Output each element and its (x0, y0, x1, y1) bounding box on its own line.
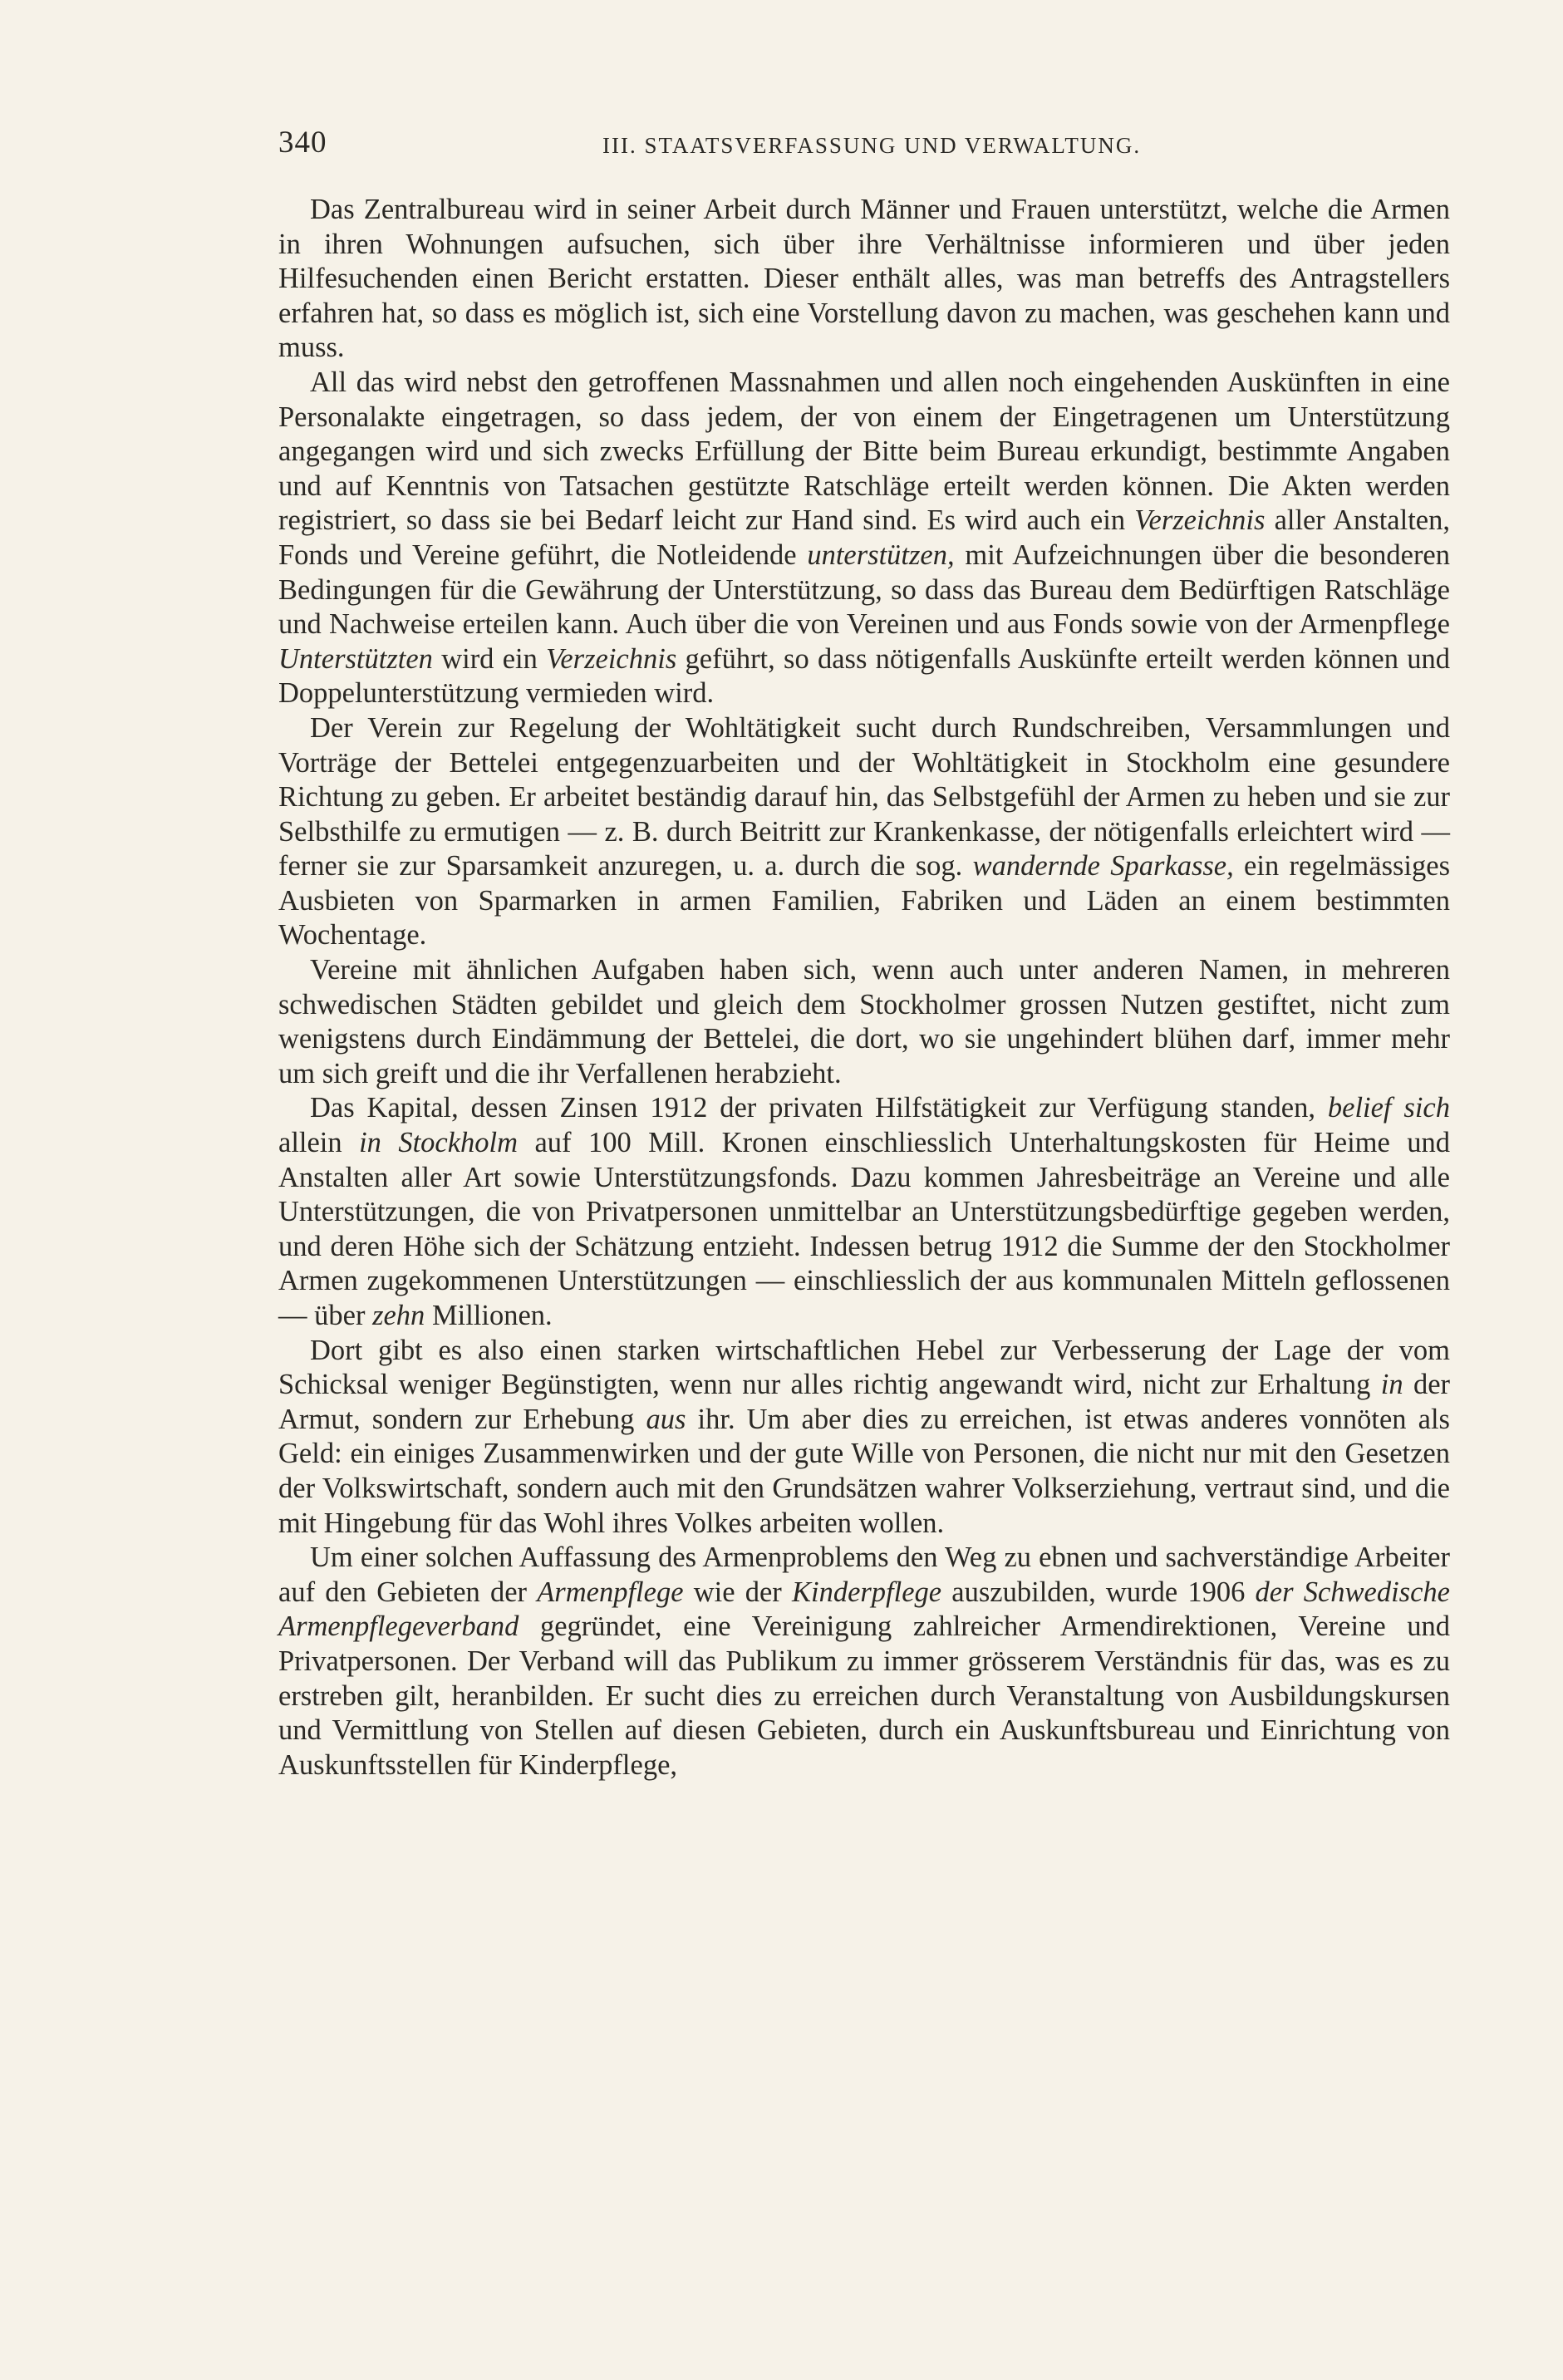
text-run: All das wird nebst den getroffenen Massnahmen und allen noch eingehenden Auskünften in eine Personalakte eingetragen, so dass jedem, der von einem der Eingetragenen um Unterstützung angegangen wird und sich zwecks Erfüllung der Bitte beim Bureau erkundigt, bestimmte Angaben und auf Kenntnis von Tatsachen gestützte Ratschläge erteilt werden können. Die Akten werden registriert, so dass sie bei Bedarf leicht zur Hand sind. Es wird auch ein (278, 366, 1450, 537)
text-run: Der Verein zur Regelung der Wohltätigkeit sucht durch Rundschreiben, Versammlungen und Vorträge der Bettelei entgegenzuarbeiten und der Wohltätigkeit in Stockholm eine gesundere Richtung zu geben. Er arbeitet beständig darauf hin, das Selbstgefühl der Armen zu heben und sie zur Selbsthilfe zu ermutigen — z. B. durch Beitritt zur Krankenkasse, der nötigenfalls erleichtert wird — ferner sie zur Sparsamkeit anzuregen, u. a. durch die sog. (278, 711, 1450, 883)
text-run: mit Aufzeichnungen über die besonderen Bedingungen für die Gewährung der Unterstützung, so dass das Bureau dem Bedürftigen Ratschläge und Nachweise erteilen kann. Auch über die von Vereinen und aus Fonds sowie von der Armenpflege (278, 538, 1450, 641)
italic-run: wandernde Sparkasse, (972, 850, 1234, 883)
italic-run: belief sich (1327, 1092, 1450, 1124)
italic-run: der Schwedische Armenpflegeverband (278, 1576, 1450, 1643)
text-run: Dort gibt es also einen starken wirtschaftlichen Hebel zur Verbesserung der Lage der vom Schicksal weniger Begünstigten, wenn nur alles richtig angewandt wird, nicht zur Erhaltung (278, 1334, 1450, 1401)
page-number: 340 (278, 125, 327, 160)
text-run: ein regelmässiges Ausbieten von Sparmarken in armen Familien, Fabriken und Läden an einem bestimmten Wochentage. (278, 850, 1451, 952)
text-run: der Armut, sondern zur Erhebung (278, 1369, 1450, 1435)
text-run: Millionen. (425, 1300, 553, 1331)
italic-run: Verzeichnis (1134, 504, 1266, 537)
text-run: auf 100 Mill. Kronen einschliesslich Unterhaltungskosten für Heime und Anstalten aller Art sowie Unterstützungsfonds. Dazu kommen Jahresbeiträge an Vereine und alle Unterstützungen, die von Privatpersonen unmittelbar an Unterstützungsbedürftige gegeben werden, und deren Höhe sich der Schätzung entzieht. Indessen betrug 1912 die Summe der den Stockholmer Armen zugekommenen Unterstützungen — einschliesslich der aus kommunalen Mitteln geflossenen — über (278, 1127, 1450, 1331)
paragraph (278, 1091, 1450, 1333)
page-header (278, 125, 1450, 166)
body-text (278, 193, 1450, 1783)
italic-run: Armenpflege (537, 1576, 684, 1608)
italic-run: Verzeichnis (546, 642, 677, 675)
running-head: III. STAATSVERFASSUNG UND VERWALTUNG. (602, 133, 1142, 158)
text-run: Das Kapital, dessen Zinsen 1912 der privaten Hilfstätigkeit zur Verfügung standen, (310, 1092, 1328, 1124)
italic-run: Kinderpflege (791, 1576, 942, 1608)
italic-run: Unterstützten (278, 642, 433, 675)
italic-run: in (1380, 1369, 1403, 1401)
text-run: aller Anstalten, Fonds und Vereine geführt, die Notleidende (278, 504, 1450, 571)
italic-run: zehn (372, 1300, 425, 1331)
paragraph (278, 1541, 1450, 1783)
text-run: Um einer solchen Auffassung des Armenproblems den Weg zu ebnen und sachverständige Arbeiter auf den Gebieten der (278, 1542, 1450, 1608)
paragraph (278, 366, 1450, 711)
text-run: wird ein (432, 642, 547, 675)
italic-run: unterstützen, (807, 538, 955, 571)
paragraph (278, 711, 1450, 953)
paragraph (278, 193, 1450, 366)
italic-run: aus (646, 1403, 686, 1435)
text-run: auszubilden, wurde 1906 (941, 1576, 1256, 1608)
text-run: ihr. Um aber dies zu erreichen, ist etwas anderes vonnöten als Geld: ein einiges Zusammenwirken und der gute Wille von Personen, die nicht nur mit den Gesetzen der Volkswirtschaft, sondern auch mit den Grundsätzen wahrer Volkserziehung, vertraut sind, und die mit Hingebung für das Wohl ihres Volkes arbeiten wollen. (278, 1403, 1450, 1539)
text-run: Das Zentralbureau wird in seiner Arbeit durch Männer und Frauen unterstützt, welche die Armen in ihren Wohnungen aufsuchen, sich über ihre Verhältnisse informieren und über jeden Hilfesuchenden einen Bericht erstatten. Dieser enthält alles, was man betreffs des Antragstellers erfahren hat, so dass es möglich ist, sich eine Vorstellung davon zu machen, was geschehen kann und muss. (278, 194, 1450, 364)
paragraph (278, 953, 1450, 1091)
text-run: Vereine mit ähnlichen Aufgaben haben sich, wenn auch unter anderen Namen, in mehreren schwedischen Städten gebildet und gleich dem Stockholmer grossen Nutzen gestiftet, nicht zum wenigstens durch Eindämmung der Bettelei, die dort, wo sie ungehindert blühen darf, immer mehr um sich greift und die ihr Verfallenen herabzieht. (278, 954, 1450, 1089)
text-run: wie der (683, 1576, 792, 1608)
paragraph (278, 1334, 1450, 1542)
text-run: allein (278, 1127, 360, 1159)
text-run: gegründet, eine Vereinigung zahlreicher Armendirektionen, Vereine und Privatpersonen. Der Verband will das Publikum zu immer grösserem Verständnis für das, was es zu erstreben gilt, heranbilden. Er sucht dies zu erreichen durch Veranstaltung von Ausbildungskursen und Vermittlung von Stellen auf diesen Gebieten, durch ein Auskunftsbureau und Einrichtung von Auskunftsstellen für Kinderpflege, (278, 1610, 1450, 1781)
italic-run: in Stockholm (359, 1127, 519, 1159)
text-run: geführt, so dass nötigenfalls Auskünfte erteilt werden können und Doppelunterstützung vermieden wird. (278, 642, 1450, 710)
